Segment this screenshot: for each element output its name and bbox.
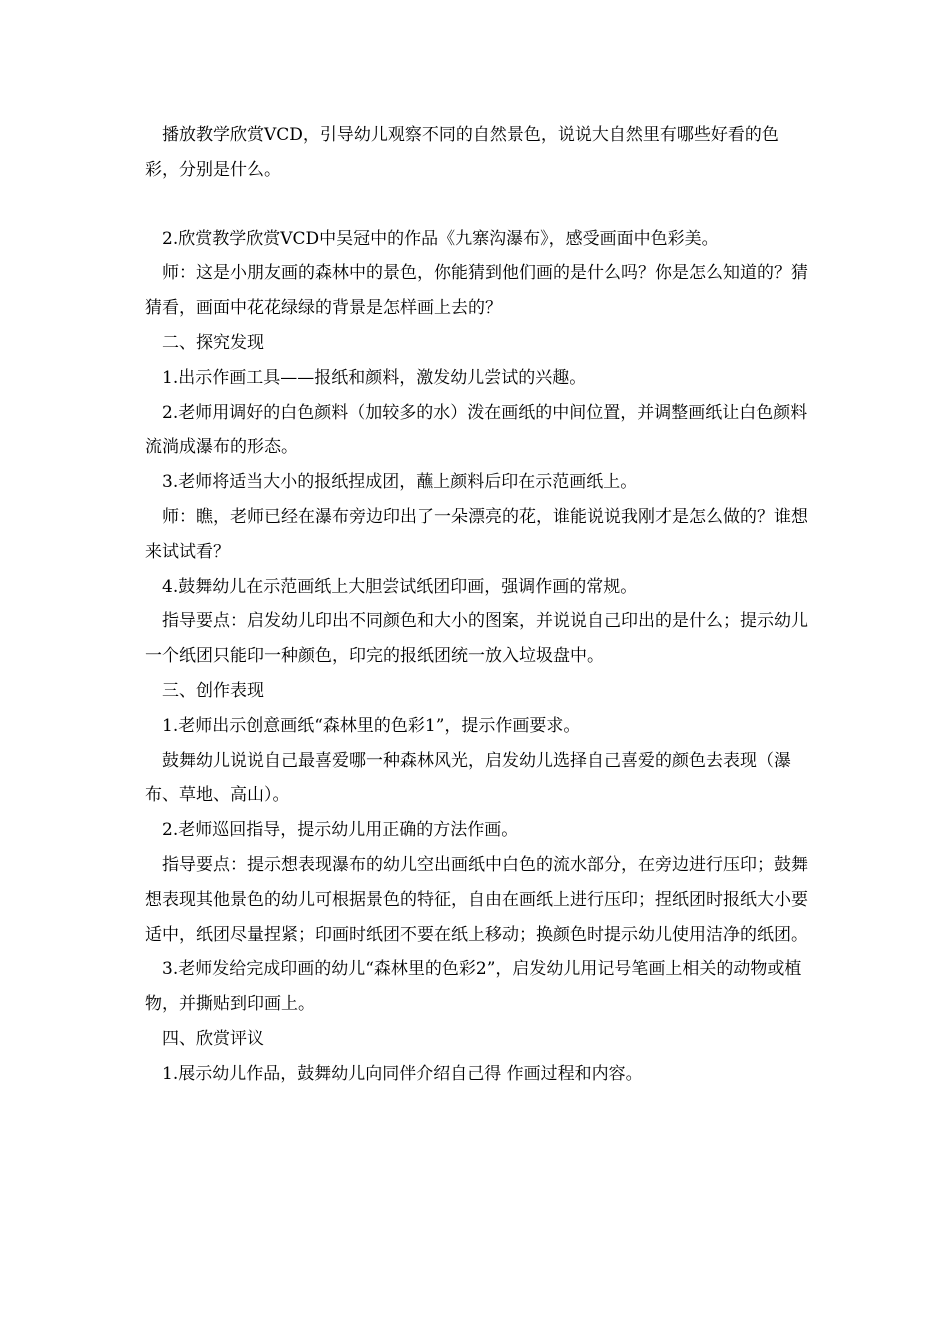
paragraph-create-2: 2.老师巡回指导，提示幼儿用正确的方法作画。 [162, 820, 519, 841]
paragraph-guidance-2: 指导要点：提示想表现瀑布的幼儿空出画纸中白色的流水部分，在旁边进行压印；鼓舞想表现其他景色的幼儿可根据景色的特征，自由在画纸上进行压印；捏纸团时报纸大小要适中，纸团尽量捏紧；印画时纸团不要在纸上移动；换颜色时提示幼儿使用洁净的纸团。 [145, 854, 808, 945]
paragraph-explore-2: 2.老师用调好的白色颜料（加较多的水）泼在画纸的中间位置，并调整画纸让白色颜料流淌成瀑布的形态。 [145, 402, 808, 458]
document-body [145, 118, 810, 1092]
paragraph-create-1: 1.老师出示创意画纸“森林里的色彩1”，提示作画要求。 [162, 715, 581, 736]
paragraph-create-3: 3.老师发给完成印画的幼儿“森林里的色彩2”，启发幼儿用记号笔画上相关的动物或植物，并撕贴到印画上。 [145, 959, 802, 1015]
section-heading-appreciate: 四、欣赏评议 [162, 1028, 264, 1049]
paragraph-intro: 播放教学欣赏VCD，引导幼儿观察不同的自然景色，说说大自然里有哪些好看的色彩，分别是什么。 [145, 125, 779, 180]
paragraph-explore-3: 3.老师将适当大小的报纸捏成团，蘸上颜料后印在示范画纸上。 [162, 472, 638, 493]
paragraph-appreciate-1: 1.展示幼儿作品，鼓舞幼儿向同伴介绍自己得 作画过程和内容。 [162, 1063, 643, 1084]
paragraph-teacher-look: 师：瞧，老师已经在瀑布旁边印出了一朵漂亮的花，谁能说说我刚才是怎么做的？谁想来试试看？ [145, 506, 808, 562]
section-heading-explore: 二、探究发现 [162, 332, 264, 353]
paragraph-explore-1: 1.出示作画工具——报纸和颜料，激发幼儿尝试的兴趣。 [162, 367, 587, 388]
paragraph-step-2-appreciate: 2.欣赏教学欣赏VCD中吴冠中的作品《九寨沟瀑布》，感受画面中色彩美。 [162, 228, 719, 249]
paragraph-gap [145, 188, 810, 222]
paragraph-explore-4: 4.鼓舞幼儿在示范画纸上大胆尝试纸团印画，强调作画的常规。 [162, 576, 638, 597]
paragraph-guidance-1: 指导要点：启发幼儿印出不同颜色和大小的图案，并说说自己印出的是什么；提示幼儿一个纸团只能印一种颜色，印完的报纸团统一放入垃圾盘中。 [145, 611, 808, 667]
paragraph-encourage: 鼓舞幼儿说说自己最喜爱哪一种森林风光，启发幼儿选择自己喜爱的颜色去表现（瀑布、草地、高山）。 [145, 750, 791, 806]
paragraph-teacher-question: 师：这是小朋友画的森林中的景色，你能猜到他们画的是什么吗？你是怎么知道的？猜猜看，画面中花花绿绿的背景是怎样画上去的？ [145, 263, 808, 319]
section-heading-create: 三、创作表现 [162, 680, 264, 701]
